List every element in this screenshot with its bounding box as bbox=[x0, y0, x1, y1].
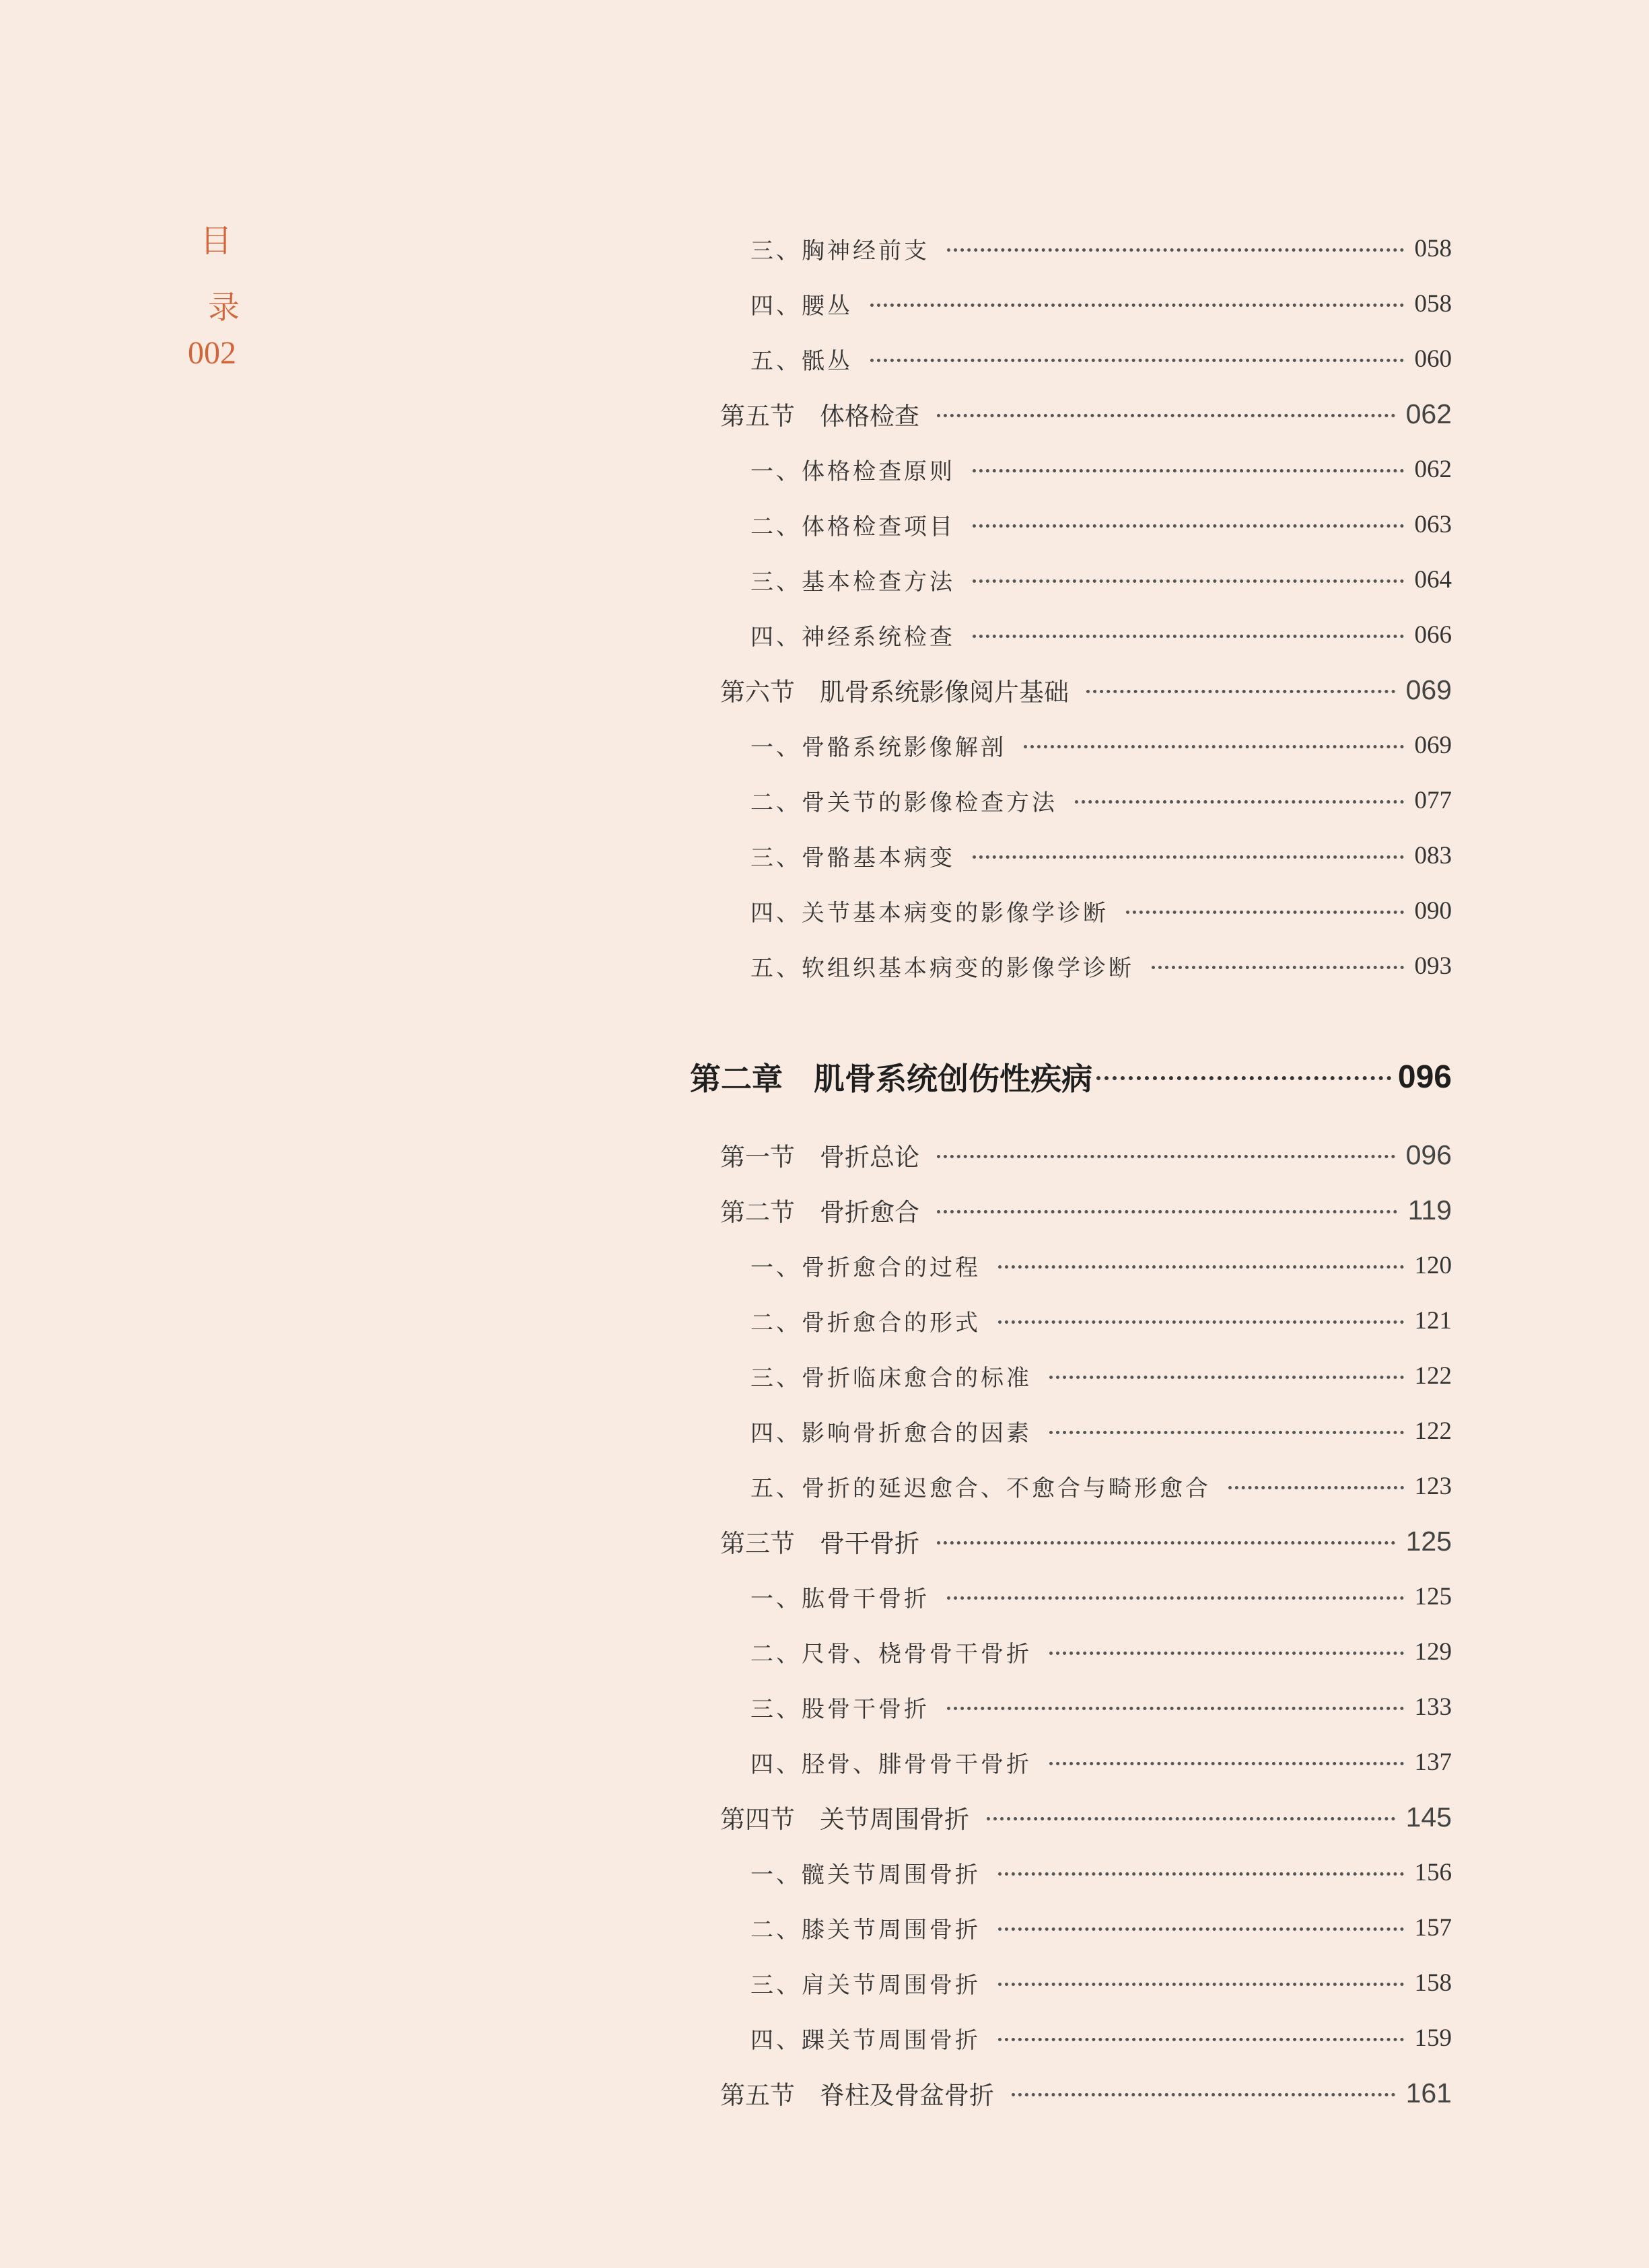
toc-entry-page-number: 156 bbox=[1414, 1858, 1452, 1886]
dot-leader bbox=[973, 524, 1404, 528]
toc-item-entry[interactable] bbox=[750, 1293, 1452, 1348]
dot-leader bbox=[1049, 1652, 1404, 1655]
toc-item-entry[interactable] bbox=[750, 331, 1452, 386]
toc-entry-page-number: 125 bbox=[1414, 1582, 1452, 1610]
dot-leader bbox=[1228, 1486, 1404, 1489]
dot-leader bbox=[1096, 1076, 1391, 1080]
toc-entry-title: 四、影响骨折愈合的因素 bbox=[750, 1419, 1032, 1447]
dot-leader bbox=[998, 1927, 1404, 1931]
toc-entry-title: 三、胸神经前支 bbox=[750, 237, 929, 264]
toc-entry-page-number: 096 bbox=[1405, 1139, 1452, 1170]
toc-entry-page-number: 069 bbox=[1405, 674, 1452, 705]
toc-entry-page-number: 123 bbox=[1414, 1472, 1452, 1500]
toc-entry-title: 二、骨关节的影像检查方法 bbox=[750, 789, 1057, 816]
dot-leader bbox=[870, 304, 1404, 307]
toc-item-entry[interactable] bbox=[750, 1845, 1452, 1900]
toc-entry-title: 第一节 骨折总论 bbox=[720, 1143, 919, 1172]
toc-entry-page-number: 121 bbox=[1414, 1306, 1452, 1335]
toc-item-entry[interactable] bbox=[750, 1955, 1452, 2010]
toc-entry-page-number: 157 bbox=[1414, 1913, 1452, 1942]
toc-entry-title: 一、骨骼系统影像解剖 bbox=[750, 734, 1006, 761]
toc-entry-page-number: 062 bbox=[1414, 455, 1452, 483]
toc-entry-title: 四、踝关节周围骨折 bbox=[750, 2026, 981, 2054]
toc-entry-title: 三、基本检查方法 bbox=[750, 568, 955, 596]
toc-entry-title: 三、骨折临床愈合的标准 bbox=[750, 1364, 1032, 1392]
dot-leader bbox=[1012, 2093, 1395, 2096]
toc-entry-page-number: 069 bbox=[1414, 731, 1452, 759]
toc-entry-page-number: 137 bbox=[1414, 1748, 1452, 1776]
dot-leader bbox=[998, 1265, 1404, 1269]
toc-entry-page-number: 159 bbox=[1414, 2024, 1452, 2052]
toc-item-entry[interactable] bbox=[750, 2010, 1452, 2065]
toc-entry-title: 五、骶丛 bbox=[750, 347, 853, 375]
toc-entry-page-number: 161 bbox=[1405, 2077, 1452, 2108]
toc-entry-page-number: 119 bbox=[1407, 1194, 1452, 1226]
dot-leader bbox=[973, 579, 1404, 583]
toc-item-entry[interactable] bbox=[750, 1734, 1452, 1789]
toc-entry-page-number: 122 bbox=[1414, 1361, 1452, 1390]
toc-entry-title: 第二节 骨折愈合 bbox=[720, 1198, 919, 1227]
toc-entry-title: 一、骨折愈合的过程 bbox=[750, 1254, 981, 1281]
toc-entry-title: 四、关节基本病变的影像学诊断 bbox=[750, 899, 1109, 927]
toc-entry-page-number: 122 bbox=[1414, 1417, 1452, 1445]
toc-entry-page-number: 090 bbox=[1414, 896, 1452, 925]
toc-entry-page-number: 064 bbox=[1414, 565, 1452, 594]
toc-item-entry[interactable] bbox=[750, 441, 1452, 497]
toc-section-entry[interactable] bbox=[720, 1514, 1452, 1569]
toc-item-entry[interactable] bbox=[750, 938, 1452, 993]
dot-leader bbox=[937, 1541, 1395, 1545]
toc-entry-page-number: 058 bbox=[1414, 289, 1452, 318]
dot-leader bbox=[973, 635, 1404, 638]
side-label-char-lu: 录 bbox=[208, 289, 240, 326]
dot-leader bbox=[1152, 966, 1404, 969]
toc-entry-title: 一、髋关节周围骨折 bbox=[750, 1861, 981, 1888]
dot-leader bbox=[998, 1320, 1404, 1324]
toc-entry-page-number: 120 bbox=[1414, 1251, 1452, 1279]
dot-leader bbox=[1086, 690, 1395, 693]
toc-entry-page-number: 058 bbox=[1414, 234, 1452, 262]
toc-item-entry[interactable] bbox=[750, 717, 1452, 773]
toc-item-entry[interactable] bbox=[750, 497, 1452, 552]
toc-entry-page-number: 145 bbox=[1405, 1801, 1452, 1833]
dot-leader bbox=[987, 1817, 1395, 1820]
dot-leader bbox=[973, 469, 1404, 472]
toc-entry-title: 三、股骨干骨折 bbox=[750, 1695, 929, 1723]
dot-leader bbox=[937, 1155, 1395, 1158]
toc-item-entry[interactable] bbox=[750, 276, 1452, 331]
toc-section-entry[interactable] bbox=[720, 1182, 1452, 1238]
toc-item-entry[interactable] bbox=[750, 828, 1452, 883]
toc-entry-title: 一、体格检查原则 bbox=[750, 458, 955, 485]
toc-entry-title: 五、软组织基本病变的影像学诊断 bbox=[750, 954, 1134, 982]
dot-leader bbox=[947, 1596, 1404, 1600]
toc-entry-title: 四、神经系统检查 bbox=[750, 623, 955, 651]
dot-leader bbox=[998, 1983, 1404, 1986]
dot-leader bbox=[937, 1210, 1397, 1213]
dot-leader bbox=[1075, 800, 1404, 804]
toc-item-entry[interactable] bbox=[750, 1624, 1452, 1679]
toc-item-entry[interactable] bbox=[750, 1238, 1452, 1293]
toc-entry-title: 第六节 肌骨系统影像阅片基础 bbox=[720, 678, 1069, 707]
toc-entry-page-number: 125 bbox=[1405, 1525, 1452, 1557]
toc-entry-title: 第四节 关节周围骨折 bbox=[720, 1805, 969, 1834]
dot-leader bbox=[998, 1872, 1404, 1876]
toc-entry-title: 五、骨折的延迟愈合、不愈合与畸形愈合 bbox=[750, 1475, 1211, 1502]
toc-chapter-entry[interactable] bbox=[690, 1043, 1452, 1110]
toc-entry-page-number: 083 bbox=[1414, 841, 1452, 870]
toc-entry-title: 四、胫骨、腓骨骨干骨折 bbox=[750, 1750, 1032, 1778]
toc-entry-page-number: 066 bbox=[1414, 621, 1452, 649]
toc-entry-title: 四、腰丛 bbox=[750, 292, 853, 320]
toc-item-entry[interactable] bbox=[750, 607, 1452, 662]
toc-section-entry[interactable] bbox=[720, 2065, 1452, 2121]
toc-entry-page-number: 158 bbox=[1414, 1969, 1452, 1997]
toc-item-entry[interactable] bbox=[750, 1900, 1452, 1955]
toc-item-entry[interactable] bbox=[750, 1458, 1452, 1514]
toc-entry-page-number: 063 bbox=[1414, 510, 1452, 538]
dot-leader bbox=[1024, 745, 1404, 748]
toc-section-entry[interactable] bbox=[720, 386, 1452, 441]
toc-entry-title: 二、膝关节周围骨折 bbox=[750, 1916, 981, 1944]
toc-entry-page-number: 060 bbox=[1414, 345, 1452, 373]
toc-item-entry[interactable] bbox=[750, 1403, 1452, 1458]
dot-leader bbox=[1049, 1762, 1404, 1765]
toc-entry-title: 第五节 脊柱及骨盆骨折 bbox=[720, 2081, 994, 2110]
toc-entry-page-number: 096 bbox=[1397, 1059, 1452, 1095]
toc-entry-title: 第二章 肌骨系统创伤性疾病 bbox=[690, 1061, 1092, 1097]
dot-leader bbox=[998, 2038, 1404, 2041]
toc-entry-title: 一、肱骨干骨折 bbox=[750, 1585, 929, 1613]
toc-item-entry[interactable] bbox=[750, 773, 1452, 828]
toc-entry-title: 二、骨折愈合的形式 bbox=[750, 1309, 981, 1337]
page-number: 002 bbox=[188, 335, 236, 371]
dot-leader bbox=[973, 855, 1404, 859]
toc-section-entry[interactable] bbox=[720, 662, 1452, 717]
toc-entry-title: 第三节 骨干骨折 bbox=[720, 1529, 919, 1558]
dot-leader bbox=[947, 1707, 1404, 1710]
dot-leader bbox=[937, 414, 1395, 417]
toc-entry-page-number: 133 bbox=[1414, 1693, 1452, 1721]
toc-item-entry[interactable] bbox=[750, 1569, 1452, 1624]
toc-entry-page-number: 093 bbox=[1414, 952, 1452, 980]
toc-entry-title: 三、骨骼基本病变 bbox=[750, 844, 955, 872]
toc-entry-title: 三、肩关节周围骨折 bbox=[750, 1971, 981, 1999]
toc-entry-title: 二、尺骨、桡骨骨干骨折 bbox=[750, 1640, 1032, 1668]
toc-section-entry[interactable] bbox=[720, 1789, 1452, 1845]
dot-leader bbox=[870, 359, 1404, 362]
dot-leader bbox=[1049, 1376, 1404, 1379]
toc-section-entry[interactable] bbox=[720, 1127, 1452, 1182]
toc-entry-page-number: 062 bbox=[1405, 398, 1452, 429]
side-label-char-mu: 目 bbox=[200, 223, 232, 260]
toc-item-entry[interactable] bbox=[750, 1348, 1452, 1403]
dot-leader bbox=[947, 248, 1404, 252]
toc-item-entry[interactable] bbox=[750, 1679, 1452, 1734]
dot-leader bbox=[1049, 1431, 1404, 1434]
toc-item-entry[interactable] bbox=[750, 552, 1452, 607]
toc-item-entry[interactable] bbox=[750, 221, 1452, 276]
toc-entry-page-number: 077 bbox=[1414, 786, 1452, 814]
toc-entry-page-number: 129 bbox=[1414, 1637, 1452, 1666]
toc-item-entry[interactable] bbox=[750, 883, 1452, 938]
toc-entry-title: 二、体格检查项目 bbox=[750, 513, 955, 540]
dot-leader bbox=[1126, 911, 1404, 914]
toc-entry-title: 第五节 体格检查 bbox=[720, 402, 919, 431]
